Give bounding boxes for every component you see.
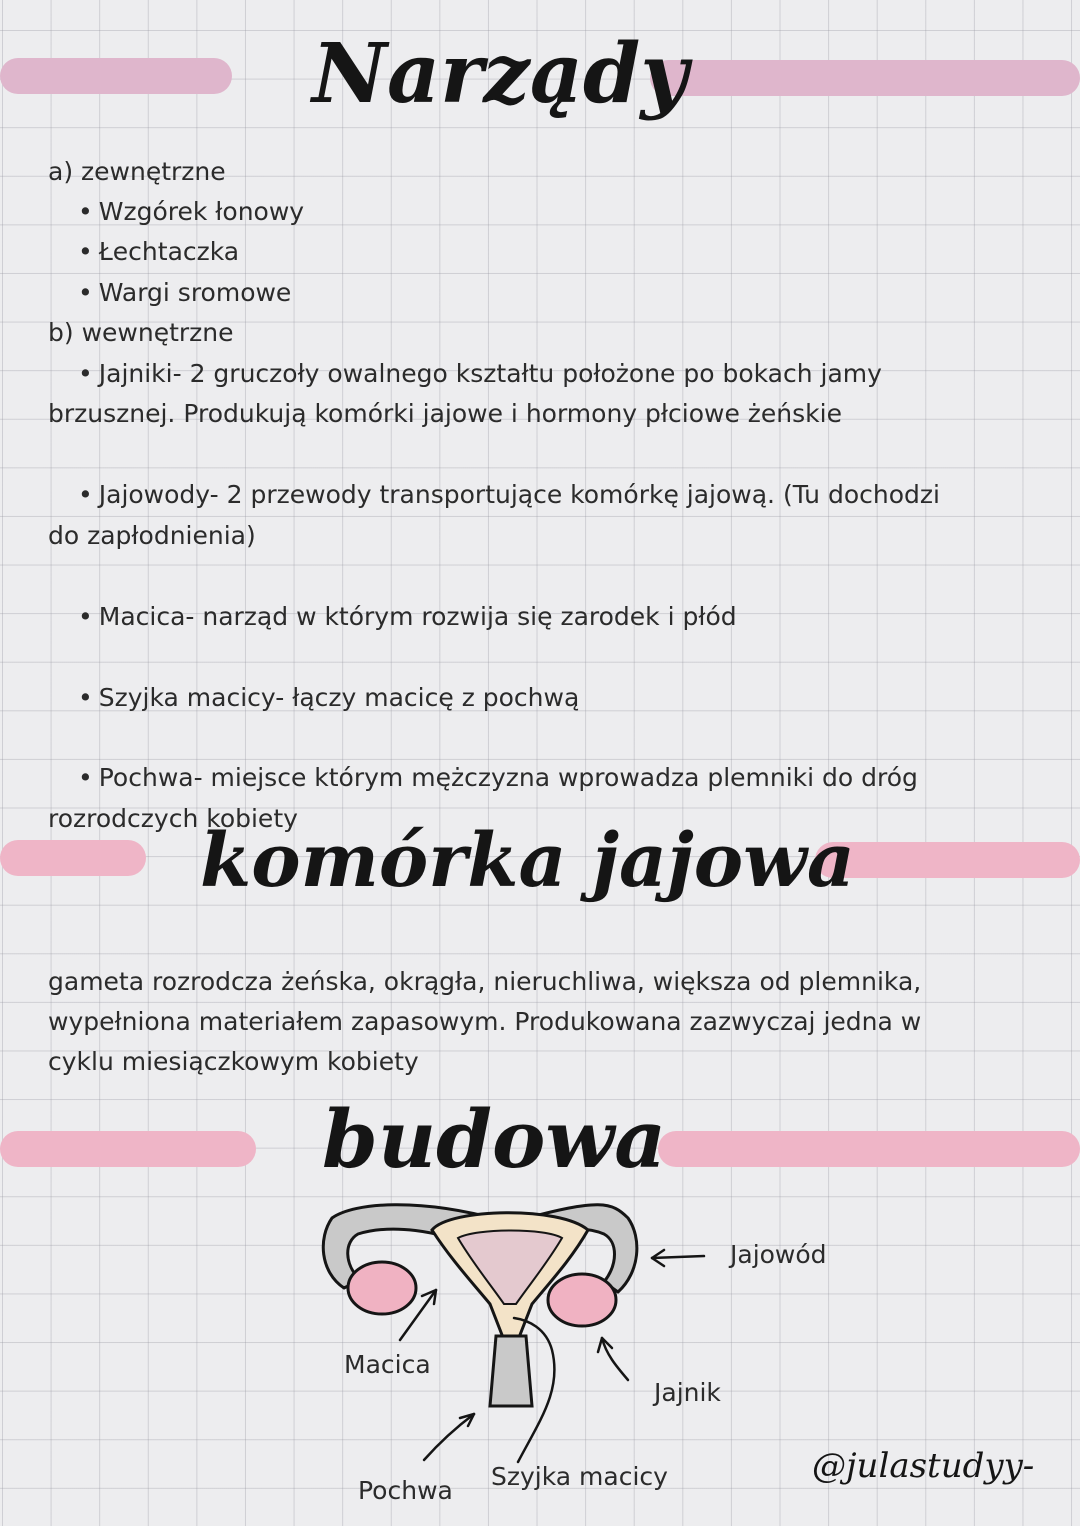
structure-title: budowa xyxy=(322,1092,667,1186)
uterus-diagram xyxy=(300,1180,720,1480)
internal-item-uterus: • Macica- narząd w którym rozwija się zarodek i płód xyxy=(78,597,737,637)
egg-description-line: wypełniona materiałem zapasowym. Produkowana zazwyczaj jedna w xyxy=(48,1007,922,1036)
internal-item-ovaries: • Jajniki- 2 gruczoły owalnego kształtu położone po bokach jamy xyxy=(78,354,882,394)
internal-item-cervix: • Szyjka macicy- łączy macicę z pochwą xyxy=(78,678,579,718)
external-item: • Łechtaczka xyxy=(78,232,239,272)
internal-item-tubes-cont: do zapłodnienia) xyxy=(48,521,256,550)
header-band-right xyxy=(650,60,1080,96)
label-cervix: Szyjka macicy xyxy=(491,1462,668,1491)
author-signature: @julastudyy- xyxy=(812,1446,1035,1486)
label-uterus: Macica xyxy=(344,1350,431,1379)
structure-band-right xyxy=(658,1131,1080,1167)
external-item: • Wargi sromowe xyxy=(78,273,291,313)
internal-item-vagina-cont: rozrodczych kobiety xyxy=(48,804,298,833)
internal-item-tubes: • Jajowody- 2 przewody transportujące komórkę jajową. (Tu dochodzi xyxy=(78,475,940,515)
egg-band-left xyxy=(0,840,146,876)
internal-heading: b) wewnętrzne xyxy=(48,318,234,347)
page-title: Narządy xyxy=(312,26,688,122)
left-ovary xyxy=(348,1262,416,1314)
right-ovary xyxy=(548,1274,616,1326)
header-band-left xyxy=(0,58,232,94)
internal-item-ovaries-cont: brzusznej. Produkują komórki jajowe i hormony płciowe żeńskie xyxy=(48,399,842,428)
egg-description-line: cyklu miesiączkowym kobiety xyxy=(48,1047,419,1076)
vagina-canal xyxy=(490,1336,532,1406)
label-vagina: Pochwa xyxy=(358,1476,453,1505)
external-heading: a) zewnętrzne xyxy=(48,157,226,186)
internal-item-vagina: • Pochwa- miejsce którym mężczyzna wprowadza plemniki do dróg xyxy=(78,758,918,798)
external-item: • Wzgórek łonowy xyxy=(78,192,304,232)
structure-band-left xyxy=(0,1131,256,1167)
egg-description-line: gameta rozrodcza żeńska, okrągła, nieruchliwa, większa od plemnika, xyxy=(48,967,922,996)
label-fallopian-tube: Jajowód xyxy=(730,1240,827,1269)
egg-cell-title: komórka jajowa xyxy=(200,818,855,904)
label-ovary: Jajnik xyxy=(654,1378,721,1407)
